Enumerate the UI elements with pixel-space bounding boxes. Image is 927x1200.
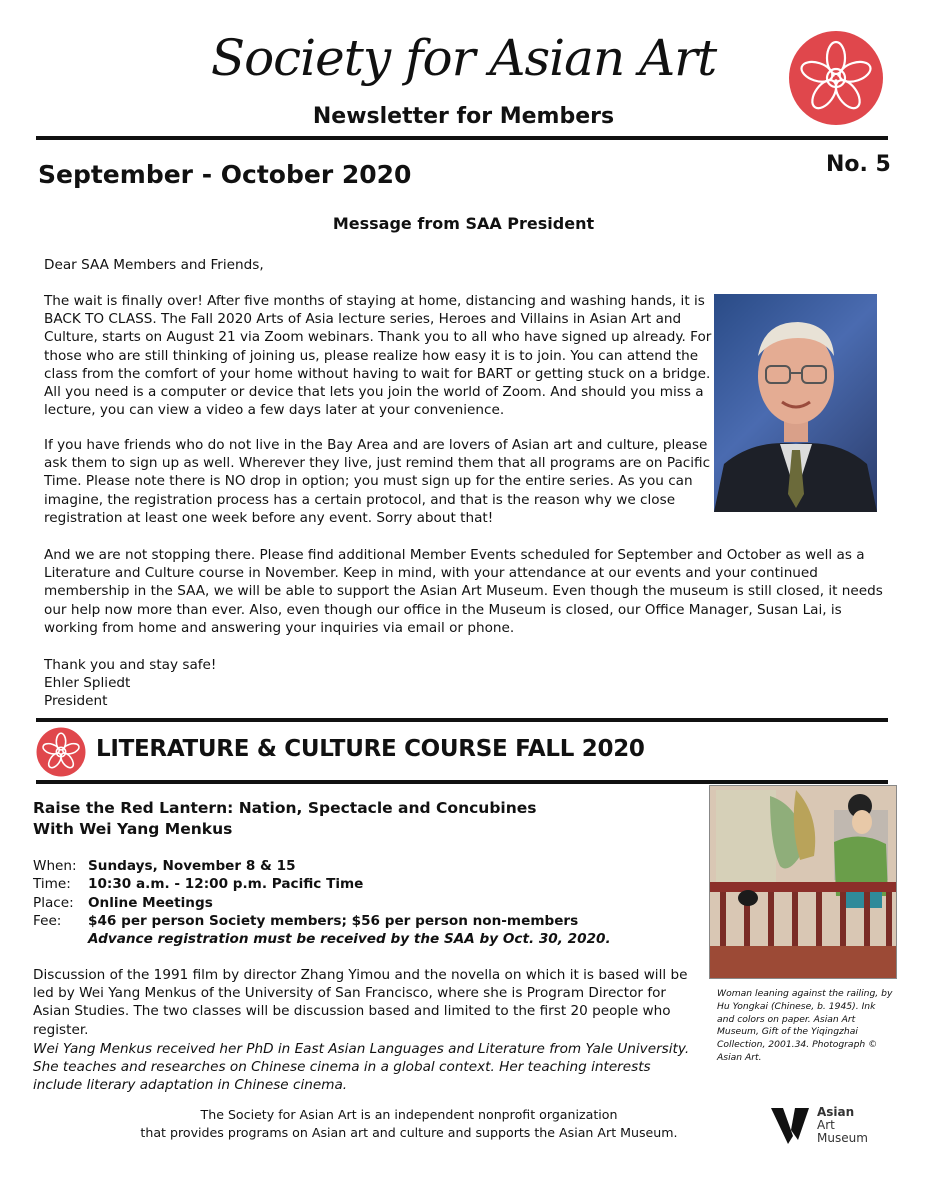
- course-title-line-2: With Wei Yang Menkus: [33, 820, 233, 838]
- course-title-line-1: Raise the Red Lantern: Nation, Spectacle and Concubines: [33, 799, 537, 817]
- when-value: Sundays, November 8 & 15: [88, 858, 296, 874]
- museum-wordmark-line-3: Museum: [817, 1131, 868, 1145]
- museum-wordmark: [817, 1106, 868, 1145]
- message-paragraph-1: The wait is finally over! After five months of staying at home, distancing and washing hands, it is BACK TO CLASS. The Fall 2020 Arts of Asia lecture series, Heroes and Villains in Asian Art and Culture, starts on August 21 via Zoom webinars. Thank you to all who have signed up already. For those who are still thinking of joining us, please realize how easy it is to join. You can attend the class from the comfort of your home without having to wait for BART or getting stuck on a bridge. All you need is a computer or device that lets you join the world of Zoom. And should you miss a lecture, you can view a video a few days later at your convenience.: [44, 293, 712, 419]
- footer-text: [0, 1106, 818, 1142]
- painting-caption: Woman leaning against the railing, by Hu Yongkai (Chinese, b. 1945). Ink and colors on paper. Asian Art Museum, Gift of the Yiqingzhai Collection, 2001.34. Photograph © Asian Art.: [717, 988, 893, 1063]
- message-paragraph-3: And we are not stopping there. Please find additional Member Events scheduled for September and October as well as a Literature and Culture course in November. Keep in mind, with your attendance at our events and your continued membership in the SAA, we will be able to support the Asian Art Museum. Even though the museum is still closed, it needs our help now more than ever. Also, even though our office in the Museum is closed, our Office Manager, Susan Lai, is working from home and answering your inquiries via email or phone.: [44, 547, 883, 636]
- signoff: [44, 656, 216, 711]
- section-divider-bottom: [36, 780, 888, 784]
- saa-flower-logo-icon: [36, 727, 86, 777]
- when-label: When:: [33, 858, 77, 874]
- asian-art-museum-mark-icon: [770, 1106, 810, 1146]
- message-title: Message from SAA President: [332, 214, 595, 233]
- course-description: Discussion of the 1991 film by director Zhang Yimou and the novella on which it is based will be led by Wei Yang Menkus of the University of San Francisco, where she is Program Director for Asian Studies. The two classes will be discussion based and limited to the first 20 people who register.: [33, 967, 688, 1038]
- saa-flower-logo-icon: [788, 30, 884, 126]
- section-divider-top: [36, 718, 888, 722]
- signer-name: Ehler Spliedt: [44, 675, 131, 692]
- newsletter-subtitle: Newsletter for Members: [312, 104, 615, 129]
- time-label: Time:: [33, 876, 71, 893]
- greeting: Dear SAA Members and Friends,: [44, 257, 264, 273]
- fee-label: Fee:: [33, 912, 62, 929]
- time-value: 10:30 a.m. - 12:00 p.m. Pacific Time: [88, 876, 364, 893]
- place-label: Place:: [33, 894, 74, 911]
- masthead-title: Society for Asian Art: [210, 29, 717, 87]
- painting-image: [709, 785, 897, 979]
- place-value: Online Meetings: [88, 894, 213, 911]
- signer-title: President: [44, 693, 108, 710]
- museum-wordmark-line-1: Asian: [817, 1105, 855, 1119]
- museum-wordmark-line-2: Art: [817, 1118, 835, 1132]
- instructor-bio: Wei Yang Menkus received her PhD in East Asian Languages and Literature from Yale University. She teaches and researches on Chinese cinema in a global context. Her teaching interests include literary adaptation in Chinese cinema.: [33, 1041, 690, 1094]
- course-title: [33, 798, 537, 840]
- closing-line: Thank you and stay safe!: [44, 657, 217, 673]
- message-paragraph-2: If you have friends who do not live in the Bay Area and are lovers of Asian art and culture, please ask them to sign up as well. Wherever they live, just remind them that all programs are on Pacific Time. Please note there is NO drop in option; you must sign up for the entire series. As you can imagine, the registration process has a certain protocol, and that is the reason why we close registration at least one week before any event. Sorry about that!: [44, 437, 711, 526]
- president-portrait-photo: [714, 294, 877, 512]
- footer-line-2: that provides programs on Asian art and culture and supports the Asian Art Museum.: [140, 1125, 678, 1140]
- course-details: [33, 857, 611, 948]
- course-section-heading: LITERATURE & CULTURE COURSE FALL 2020: [96, 736, 645, 762]
- issue-date: September - October 2020: [38, 160, 412, 189]
- fee-value: $46 per person Society members; $56 per person non-members: [88, 912, 579, 929]
- header-divider: [36, 136, 888, 140]
- footer-line-1: The Society for Asian Art is an independent nonprofit organization: [200, 1107, 618, 1122]
- registration-note: Advance registration must be received by the SAA by Oct. 30, 2020.: [88, 931, 611, 948]
- asian-art-museum-logo: [770, 1106, 880, 1150]
- issue-number: No. 5: [826, 152, 891, 177]
